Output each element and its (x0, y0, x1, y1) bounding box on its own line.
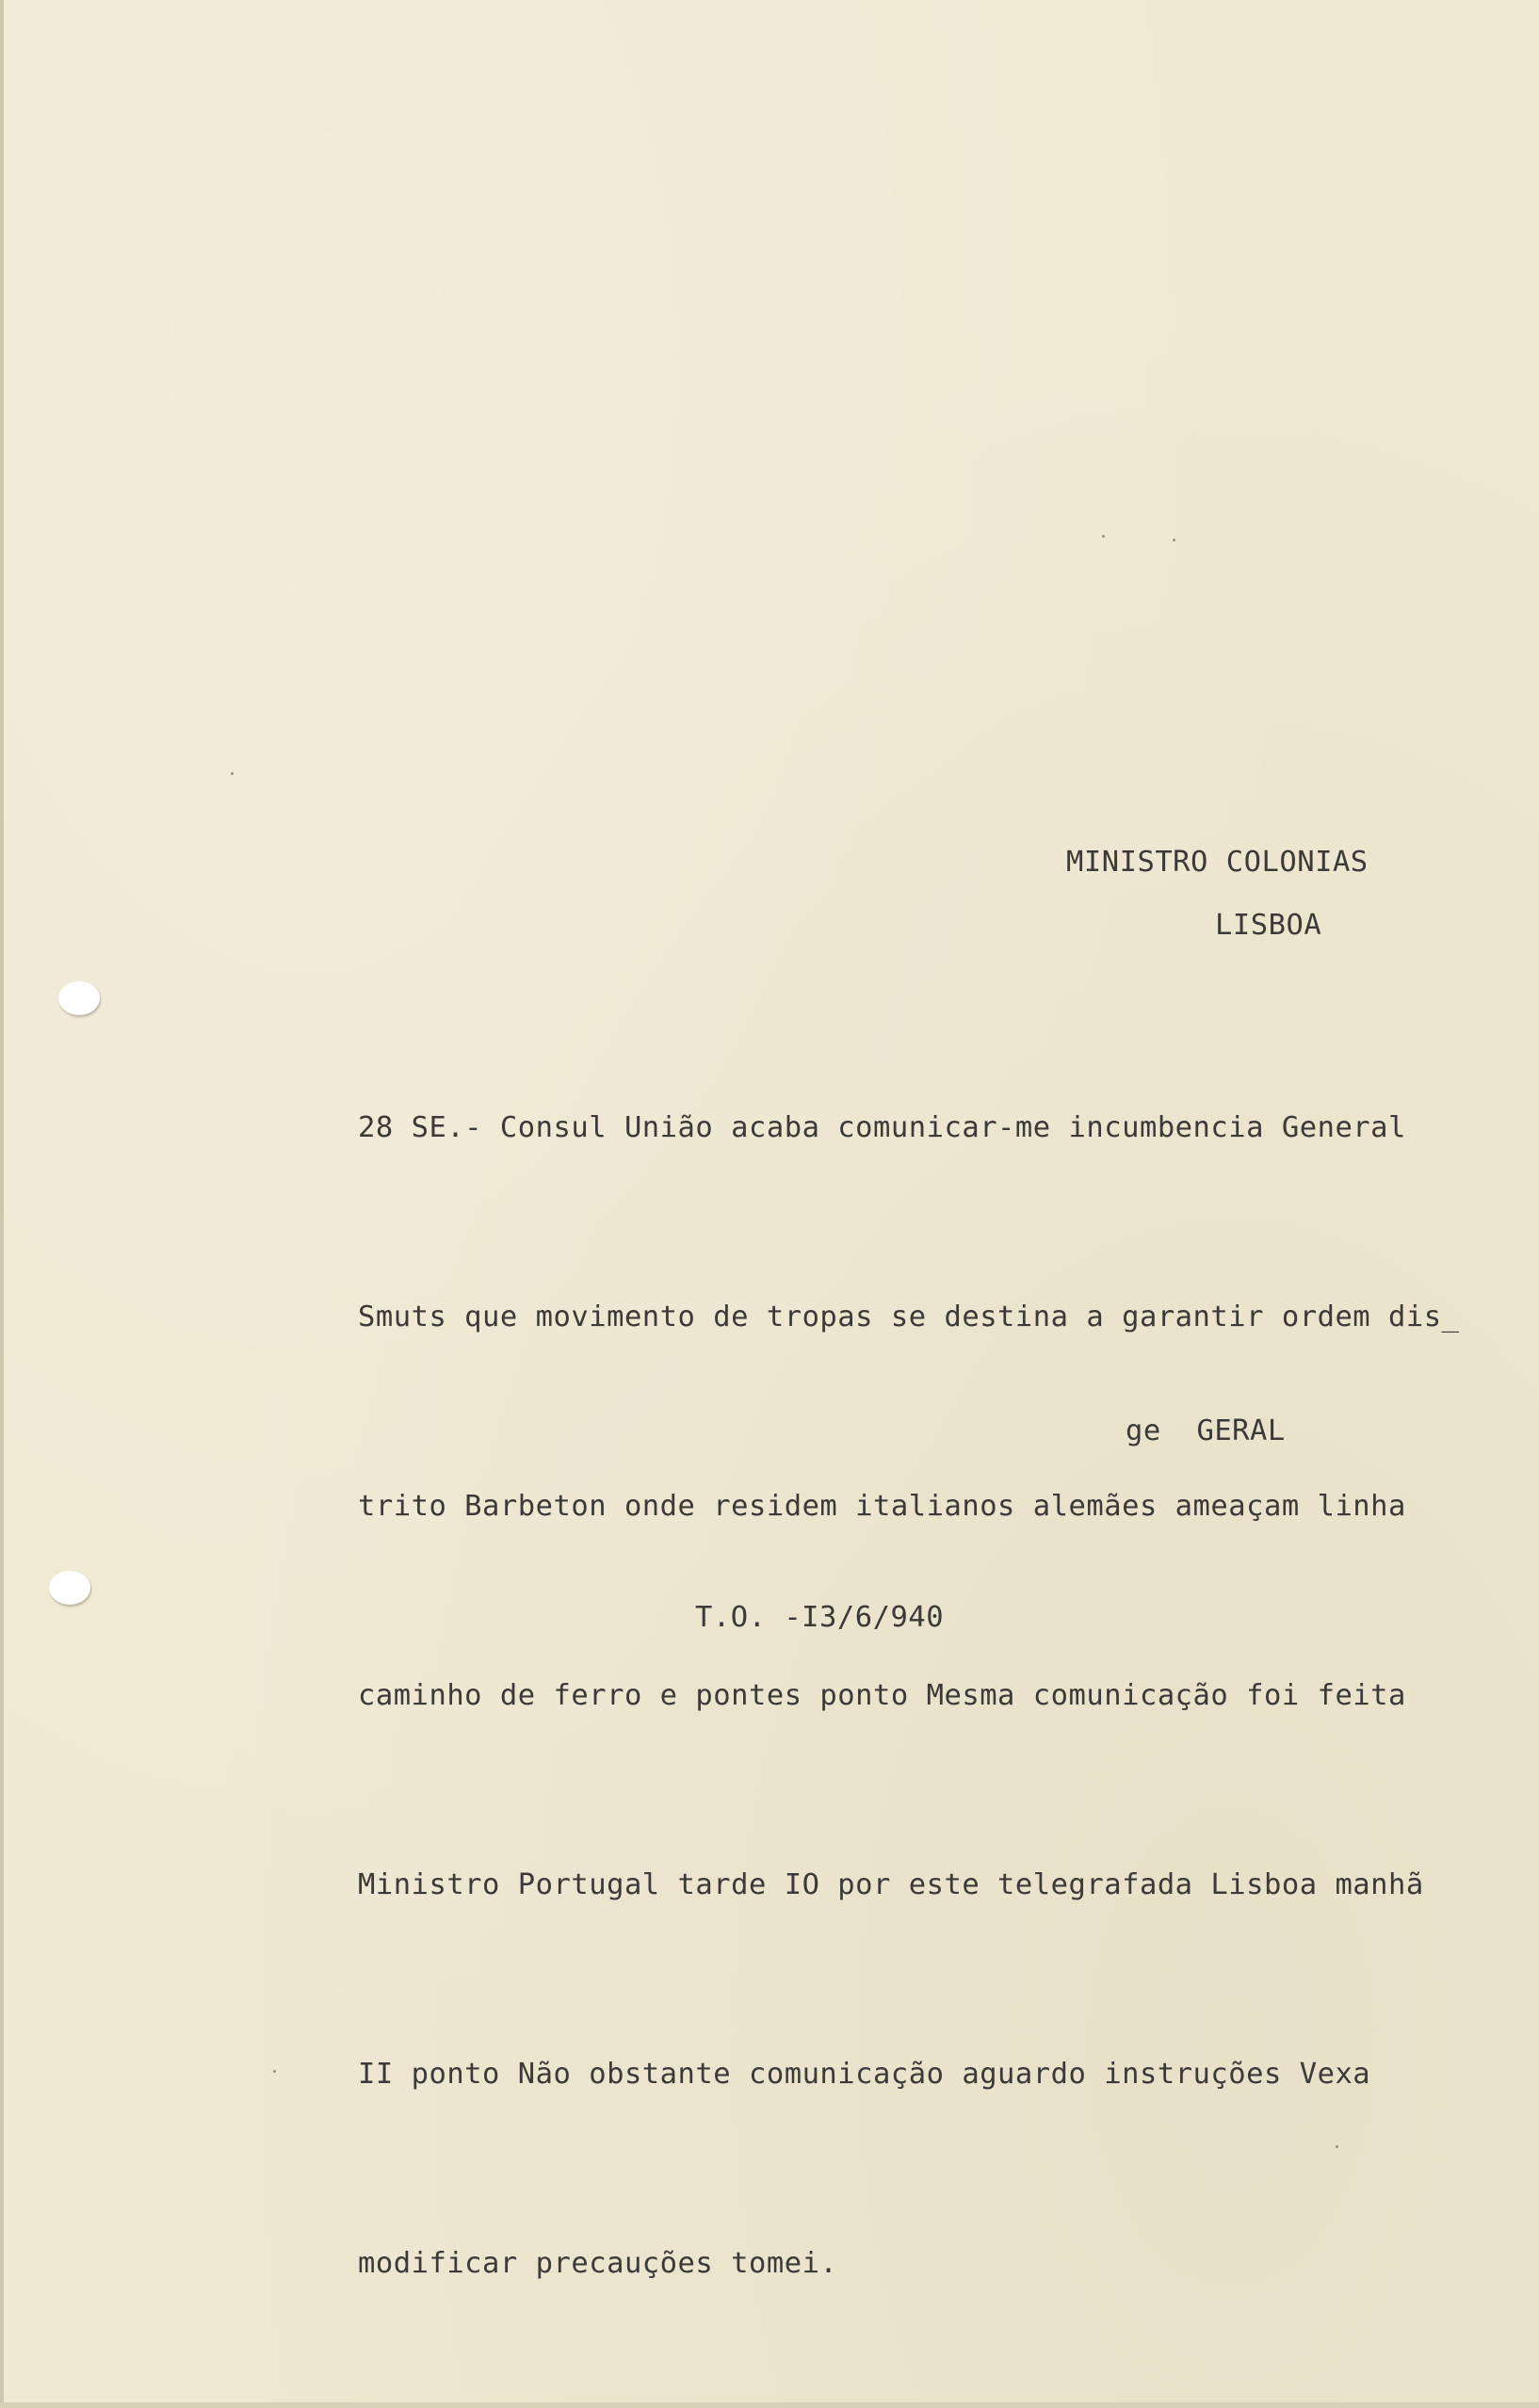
body-line: II ponto Não obstante comunicação aguardo instruções Vexa (358, 2058, 1371, 2091)
paper-speck (273, 2070, 276, 2073)
punch-hole-lower (49, 1571, 90, 1605)
telegram-body (358, 970, 1459, 2408)
body-line: Ministro Portugal tarde IO por este telegrafada Lisboa manhã (358, 1868, 1424, 1901)
destination-city: LISBOA (1215, 909, 1322, 942)
body-line: trito Barbeton onde residem italianos alemães ameaçam linha (358, 1490, 1406, 1523)
footer-reference: T.O. -I3/6/940 (695, 1601, 945, 1634)
body-line: caminho de ferro e pontes ponto Mesma comunicação foi feita (358, 1679, 1406, 1712)
paper-speck (231, 772, 234, 775)
body-line: 28 SE.- Consul União acaba comunicar-me incumbencia General (358, 1111, 1406, 1144)
addressee: MINISTRO COLONIAS (1066, 846, 1369, 879)
paper-speck (1102, 535, 1105, 538)
paper-speck (1173, 539, 1175, 541)
signature: ge GERAL (1126, 1414, 1286, 1447)
body-line: Smuts que movimento de tropas se destina a garantir ordem dis_ (358, 1301, 1460, 1333)
page-left-edge (0, 0, 4, 2408)
punch-hole-upper (58, 981, 100, 1015)
body-line: modificar precauções tomei. (358, 2247, 838, 2280)
